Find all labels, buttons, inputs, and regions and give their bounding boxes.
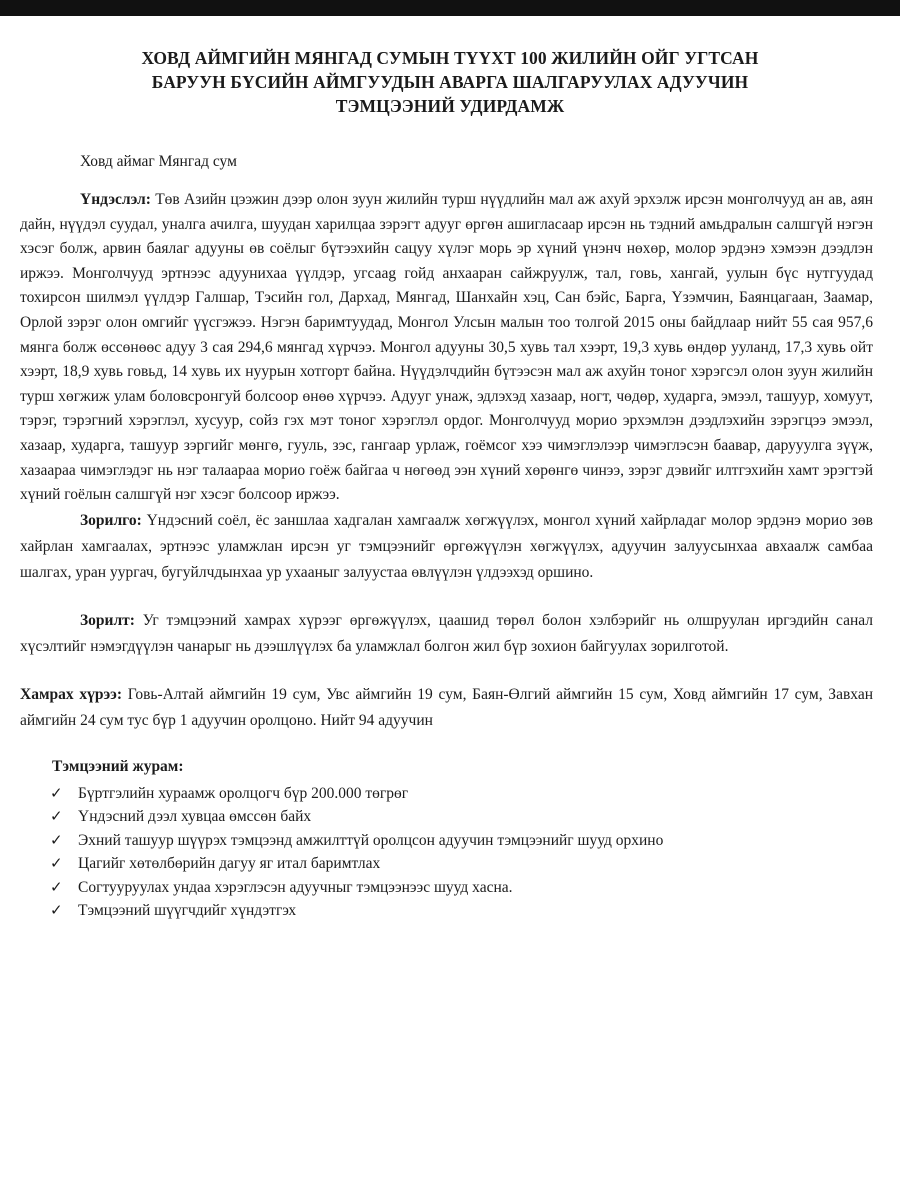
- checkmark-icon: ✓: [50, 783, 63, 802]
- task-paragraph: [20, 608, 873, 660]
- checkmark-icon: ✓: [50, 901, 63, 920]
- goal-label: Зорилго:: [80, 511, 142, 529]
- list-item: [50, 782, 900, 806]
- rule-text: Үндэсний дээл хувцаа өмссөн байх: [78, 808, 312, 826]
- document-title: [60, 46, 840, 118]
- rule-text: Цагийг хөтөлбөрийн дагуу яг итал баримтлах: [78, 855, 381, 873]
- rules-list: [0, 782, 900, 923]
- checkmark-icon: ✓: [50, 830, 63, 849]
- goal-text: Үндэсний соёл, ёс заншлаа хадгалан хамгаалж хөгжүүлэх, монгол хүний хайрладаг молор эрдэнэ морио зөв хайрлан хамгаалах, эртнээс уламжлан ирсэн уг тэмцээнийг өргөжүүлэн хөгжүүлэх, адуучин залуусынхаа авхаалж самбаа шалгах, уран уургач, бугуйлчдынхаа ур ухааныг залуустаа өвлүүлэн үлдээхэд оршино.: [20, 511, 873, 581]
- rule-text: Согтууруулах ундаа хэрэглэсэн адуучныг тэмцээнээс шууд хасна.: [78, 878, 513, 896]
- document-page: [0, 16, 900, 923]
- rule-text: Эхний ташуур шүүрэх тэмцээнд амжилттүй оролцсон адуучин тэмцээнийг шууд орхино: [78, 831, 664, 849]
- title-line: ТЭМЦЭЭНИЙ УДИРДАМЖ: [335, 96, 565, 116]
- list-item: [50, 852, 900, 876]
- list-item: [50, 876, 900, 900]
- rule-text: Тэмцээний шүүгчдийг хүндэтгэх: [78, 902, 297, 920]
- scope-text: Говь-Алтай аймгийн 19 сум, Увс аймгийн 19 сум, Баян-Өлгий аймгийн 15 сум, Ховд аймгийн 17 сум, Завхан аймгийн 24 сум тус бүр 1 адуучин оролцоно. Нийт 94 адуучин: [20, 685, 873, 729]
- rules-title: Тэмцээний журам:: [52, 757, 184, 775]
- title-line: БАРУУН БҮСИЙН АЙМГУУДЫН АВАРГА ШАЛГАРУУЛАХ АДУУЧИН: [151, 72, 749, 92]
- checkmark-icon: ✓: [50, 854, 63, 873]
- task-label: Зорилт:: [80, 611, 135, 629]
- title-line: ХОВД АЙМГИЙН МЯНГАД СУМЫН ТҮҮХТ 100 ЖИЛИЙН ОЙГ УГТСАН: [141, 48, 759, 68]
- intro-label: Үндэслэл:: [80, 191, 151, 208]
- task-text: Уг тэмцээний хамрах хүрээг өргөжүүлэх, цаашид төрөл болон хэлбэрийг нь олшруулан иргэдийн санал хүсэлтийг нэмэгдүүлэн чанарыг нь дээшлүүлэх ба уламжлал болгон жил бүр зохион байгуулах зорилготой.: [20, 611, 873, 655]
- list-item: [50, 829, 900, 853]
- checkmark-icon: ✓: [50, 807, 63, 826]
- list-item: [50, 805, 900, 829]
- checkmark-icon: ✓: [50, 877, 63, 896]
- screen-top-bar: [0, 0, 900, 16]
- scope-label: Хамрах хүрээ:: [20, 685, 123, 703]
- list-item: [50, 899, 900, 923]
- location-line: Ховд аймаг Мянгад сум: [80, 153, 237, 170]
- intro-paragraph: [20, 188, 873, 508]
- rule-text: Бүртгэлийн хураамж оролцогч бүр 200.000 төгрөг: [78, 784, 409, 802]
- goal-paragraph: [20, 508, 873, 586]
- scope-paragraph: [20, 682, 873, 734]
- intro-text: Төв Азийн цээжин дээр олон зуун жилийн турш нүүдлийн мал аж ахуй эрхэлж ирсэн монголчууд ан ав, аян дайн, нүүдэл суудал, уналга ачилга, шуудан харилцаа зэрэгт адууг өргөн ашигласаар ирсэн нь тэдний амьдралын салшгүй нэгэн хэсэг болж, арвин баялаг адууны өв соёлыг бүтээхийн сацуу хүлэг морь эр хүний үнэнч нөхөр, молор эрдэнэ хэмээн дээдлэн иржээ. Монголчууд эртнээс адуунихаа үүлдэр, угсаag гойд анхааран сайжруулж, тал, говь, хангай, уулын бүс нутгуудад тохирсон шилмэл үүлдэр Галшар, Тэсийн гол, Дархад, Мянгад, Шанхайн хэц, Сан бэйс, Барга, Үзэмчин, Баянцагаан, Заамар, Орлой зэрэг олон омгийг үүсгэжээ. Нэгэн баримтуудад, Монгол Улсын малын тоо толгой 2015 оны байдлаар нийт 55 сая 957,6 мянга болж өссөнөөс адуу 3 сая 294,6 мянгад хүрчээ. Монгол адууны 30,5 хувь тал хээрт, 19,3 хувь өндөр ууланд, 17,3 хувь ойт хээрт, 18,9 хувь говьд, 14 хувь их нуурын хотгорт байна. Нүүдэлчдийн бүтээсэн мал аж ахуйн тоног хэрэгсэл олон зуун жилийн турш хөгжиж улам боловсронгуй болсоор өнөө хүрчээ. Адууг унаж, эдлэхэд хазаар, ногт, чөдөр, хударга, эмээл, ташуур, хомуут, тэрэг, тэрэгний хэрэглэл, хусуур, сойз гэх мэт тоног хэрэглэл ордог. Монголчууд морио эрхэмлэн дээдлэхийн зэрэгцээ эмээл, хазаар, хударга, ташуур зэргийг мөнгө, гууль, зэс, гангаар урлаж, гоёмсог хээ чимэглэлээр чимэглэсэн баавар, дарууулга зүүж, хазаараа чимэглэдэг нь нэг талаараа морио гоёж байгаа ч нөгөөд ээн хүний хөрөнгө чинээ, зэрэг дэвийг илтгэхийн хамт эрэгтэй хүний гоёлын салшгүй нэг хэсэг болсоор иржээ.: [20, 191, 873, 504]
